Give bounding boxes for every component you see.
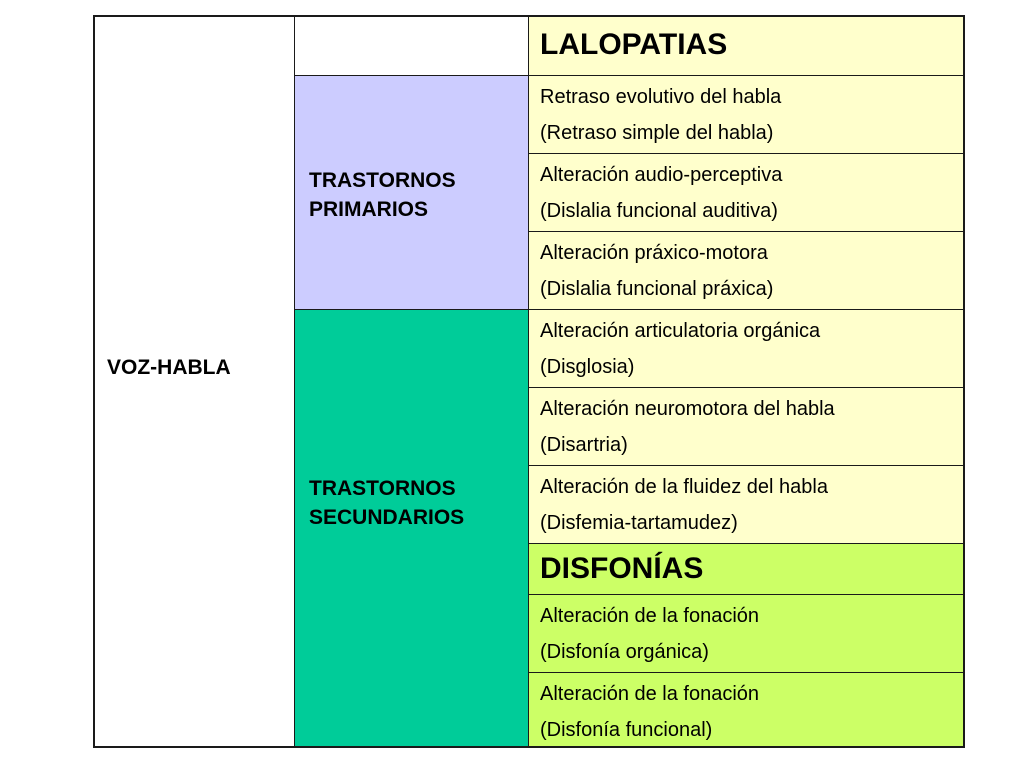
row-subtitle: (Disglosia)	[540, 356, 635, 378]
table-row	[529, 232, 963, 310]
row-title: Alteración práxico-motora	[540, 242, 768, 264]
table-row	[529, 154, 963, 232]
group-header-empty-cell	[295, 17, 528, 76]
row-subtitle: (Dislalia funcional auditiva)	[540, 200, 778, 222]
disfonias-heading-cell	[529, 544, 963, 595]
table-row	[529, 76, 963, 154]
row-subtitle: (Disfonía orgánica)	[540, 641, 709, 663]
classification-table	[93, 15, 965, 748]
lalopatias-heading-cell	[529, 17, 963, 76]
lalopatias-heading: LALOPATIAS	[540, 28, 728, 61]
row-title: Alteración de la fluidez del habla	[540, 476, 828, 498]
table-row	[529, 310, 963, 388]
table-row	[529, 466, 963, 544]
row-subtitle: (Retraso simple del habla)	[540, 122, 774, 144]
category-column	[95, 17, 295, 746]
row-title: Alteración neuromotora del habla	[540, 398, 835, 420]
row-title: Alteración audio-perceptiva	[540, 164, 783, 186]
detail-column	[529, 17, 963, 746]
row-title: Retraso evolutivo del habla	[540, 86, 782, 108]
secondary-group-label: TRASTORNOS SECUNDARIOS	[309, 477, 465, 529]
table-row	[529, 673, 963, 746]
row-subtitle: (Disartria)	[540, 434, 628, 456]
table-row	[529, 388, 963, 466]
row-title: Alteración articulatoria orgánica	[540, 320, 821, 342]
row-subtitle: (Disfemia-tartamudez)	[540, 512, 738, 534]
primary-group-label: TRASTORNOS PRIMARIOS	[309, 169, 456, 221]
secondary-group-cell	[295, 310, 528, 746]
row-title: Alteración de la fonación	[540, 605, 760, 627]
category-label: VOZ-HABLA	[107, 356, 231, 379]
row-subtitle: (Disfonía funcional)	[540, 719, 713, 741]
row-title: Alteración de la fonación	[540, 683, 760, 705]
group-column	[295, 17, 529, 746]
primary-group-cell	[295, 76, 528, 310]
table-row	[529, 595, 963, 673]
row-subtitle: (Dislalia funcional práxica)	[540, 278, 774, 300]
disfonias-heading: DISFONÍAS	[540, 552, 704, 585]
